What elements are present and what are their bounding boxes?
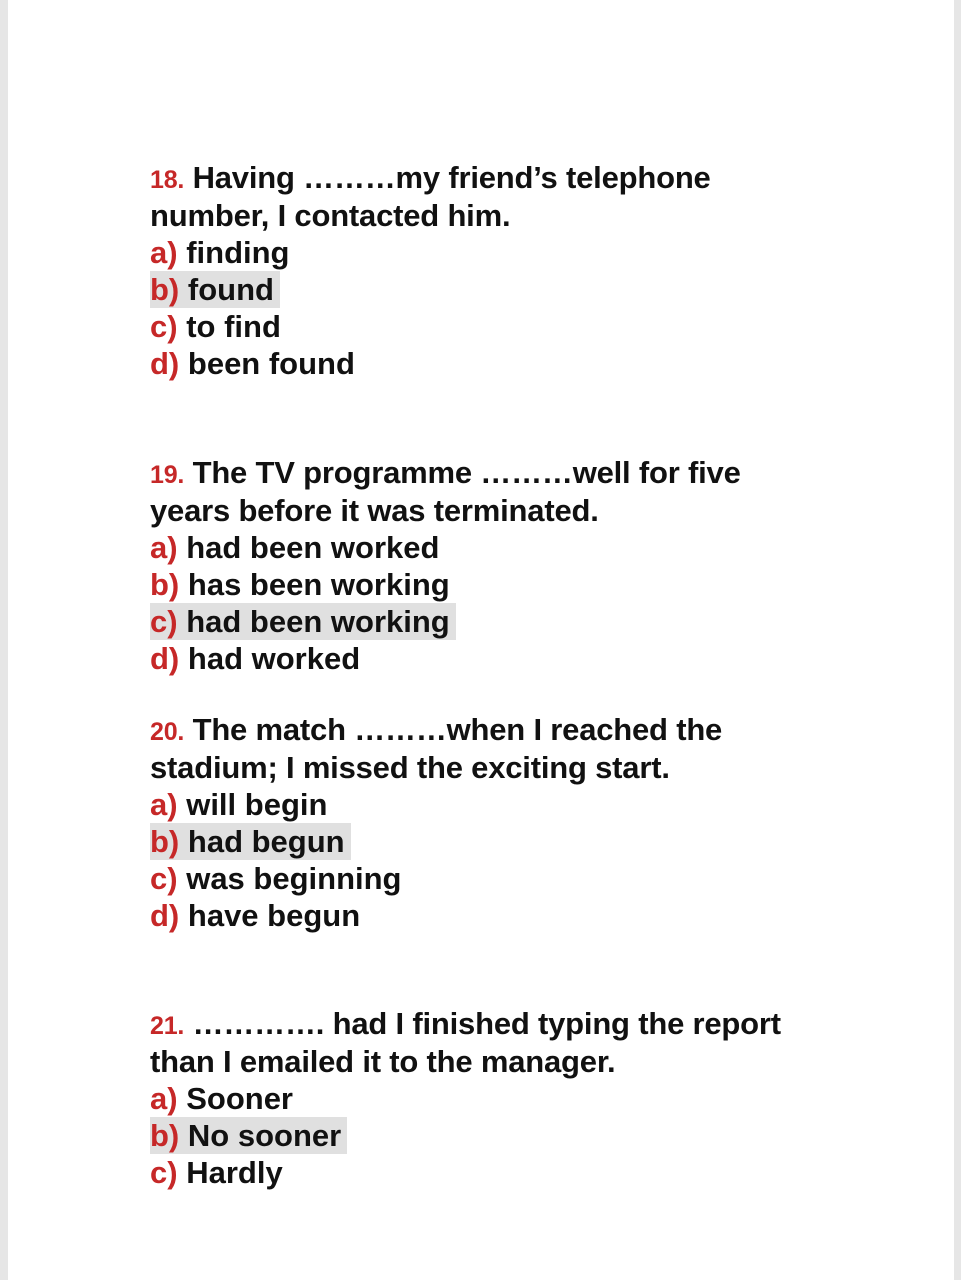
option-a[interactable] — [150, 786, 810, 823]
option-a[interactable] — [150, 1080, 810, 1117]
question-text: Having ………my friend’s telephone number, I contacted him. — [150, 160, 711, 233]
selected-highlight — [150, 603, 456, 640]
option-letter: c) — [150, 604, 178, 639]
option-c[interactable] — [150, 860, 810, 897]
question-20 — [150, 712, 810, 934]
option-letter: a) — [150, 235, 178, 270]
option-text: had begun — [187, 824, 345, 859]
option-text: to find — [186, 309, 281, 344]
question-stem — [150, 160, 810, 234]
option-b[interactable] — [150, 823, 810, 860]
option-a[interactable] — [150, 529, 810, 566]
option-text: will begin — [186, 787, 328, 822]
option-text: been found — [187, 346, 355, 381]
question-21 — [150, 1006, 810, 1191]
option-text: finding — [186, 235, 290, 270]
option-letter: b) — [150, 567, 180, 602]
option-text: Hardly — [186, 1155, 283, 1190]
option-letter: a) — [150, 787, 178, 822]
option-text: No sooner — [187, 1118, 342, 1153]
option-letter: d) — [150, 641, 180, 676]
question-number: 20. — [150, 718, 185, 746]
option-d[interactable] — [150, 345, 810, 382]
option-d[interactable] — [150, 640, 810, 677]
option-letter: d) — [150, 346, 180, 381]
option-text: has been working — [187, 567, 450, 602]
option-letter: d) — [150, 898, 180, 933]
option-letter: c) — [150, 309, 178, 344]
option-text: had worked — [187, 641, 361, 676]
question-18 — [150, 160, 810, 382]
option-b[interactable] — [150, 1117, 810, 1154]
question-19 — [150, 455, 810, 677]
question-text: The TV programme ………well for five years before it was terminated. — [150, 455, 741, 528]
option-text: have begun — [187, 898, 361, 933]
option-c[interactable] — [150, 603, 810, 640]
option-c[interactable] — [150, 308, 810, 345]
question-stem — [150, 455, 810, 529]
option-letter: c) — [150, 1155, 178, 1190]
document-page — [8, 0, 954, 1280]
option-text: was beginning — [186, 861, 402, 896]
selected-highlight — [150, 823, 351, 860]
question-stem — [150, 712, 810, 786]
question-number: 18. — [150, 166, 185, 194]
selected-highlight — [150, 1117, 347, 1154]
question-number: 19. — [150, 461, 185, 489]
option-text: had been working — [186, 604, 450, 639]
option-text: found — [187, 272, 274, 307]
selected-highlight — [150, 271, 280, 308]
option-b[interactable] — [150, 566, 810, 603]
option-letter: b) — [150, 272, 180, 307]
option-b[interactable] — [150, 271, 810, 308]
question-text: The match ………when I reached the stadium; I missed the exciting start. — [150, 712, 723, 785]
question-text: …………. had I finished typing the report than I emailed it to the manager. — [150, 1006, 781, 1079]
option-letter: c) — [150, 861, 178, 896]
option-text: Sooner — [186, 1081, 293, 1116]
question-number: 21. — [150, 1012, 185, 1040]
option-letter: a) — [150, 1081, 178, 1116]
option-d[interactable] — [150, 897, 810, 934]
question-stem — [150, 1006, 810, 1080]
option-letter: b) — [150, 1118, 180, 1153]
option-a[interactable] — [150, 234, 810, 271]
option-text: had been worked — [186, 530, 440, 565]
option-c[interactable] — [150, 1154, 810, 1191]
option-letter: a) — [150, 530, 178, 565]
option-letter: b) — [150, 824, 180, 859]
